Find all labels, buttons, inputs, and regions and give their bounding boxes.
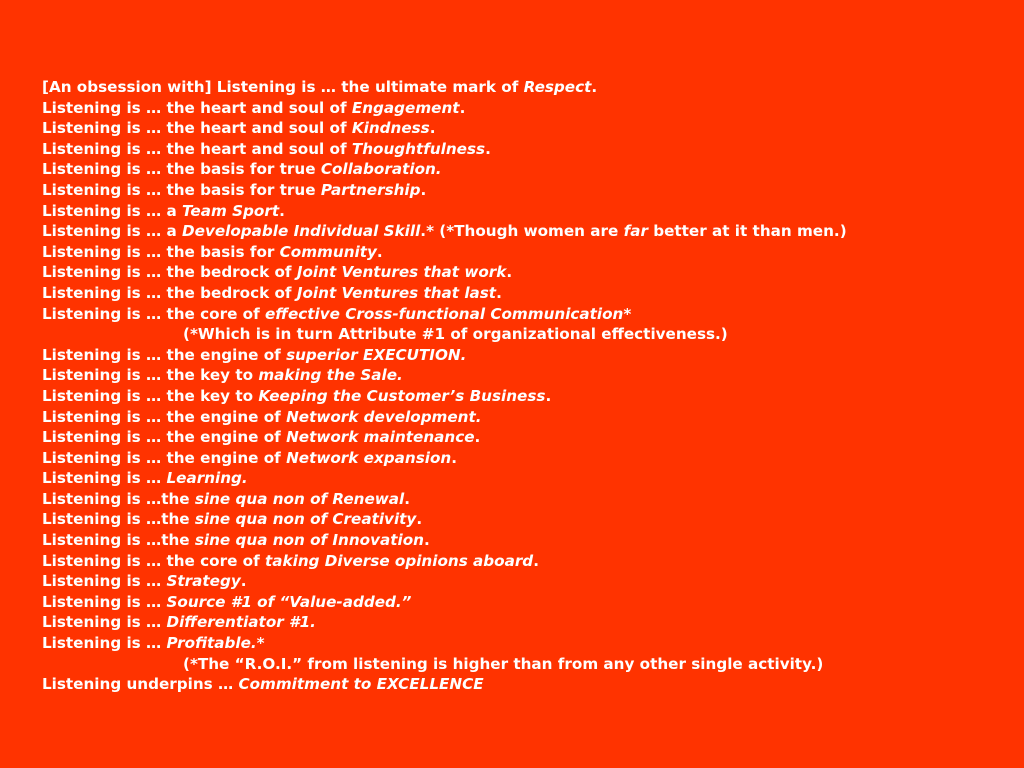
- text-line: [42, 448, 1002, 469]
- line-emphasis: Learning.: [166, 469, 248, 488]
- line-emphasis: Commitment to EXCELLENCE: [238, 675, 484, 694]
- line-suffix: .: [545, 386, 552, 405]
- line-emphasis: Network expansion: [286, 448, 452, 467]
- line-plain: Listening is …the: [42, 489, 195, 508]
- text-line: [42, 633, 1002, 654]
- line-emphasis: Profitable.*: [166, 634, 265, 653]
- line-plain: Listening is … the core of: [42, 304, 265, 323]
- text-line: [42, 571, 1002, 592]
- line-emphasis: Keeping the Customer’s Business: [258, 386, 546, 405]
- line-plain: Listening is … the core of: [42, 551, 265, 570]
- line-plain: (*The “R.O.I.” from listening is higher than from any other single activity.): [183, 654, 824, 673]
- line-suffix: .: [474, 428, 481, 447]
- text-line: [42, 612, 1002, 633]
- line-plain: Listening is … the bedrock of: [42, 263, 297, 282]
- line-suffix: .: [404, 489, 411, 508]
- text-line: [42, 365, 1002, 386]
- line-emphasis-2: far: [623, 222, 648, 241]
- line-plain: Listening is …: [42, 469, 167, 488]
- line-emphasis: Engagement: [351, 98, 460, 117]
- line-emphasis: Joint Ventures that work: [296, 263, 507, 282]
- line-suffix: .: [459, 98, 466, 117]
- line-emphasis: sine qua non of Renewal: [194, 489, 405, 508]
- line-plain: Listening is … the bedrock of: [42, 283, 297, 302]
- text-line: [42, 201, 1002, 222]
- text-line: [42, 592, 1002, 613]
- line-plain: Listening is … the engine of: [42, 448, 287, 467]
- line-plain: Listening is … the engine of: [42, 428, 287, 447]
- line-emphasis: Differentiator #1.: [166, 613, 316, 632]
- line-suffix: .* (*Though women are: [420, 222, 624, 241]
- line-emphasis: Developable Individual Skill: [182, 222, 421, 241]
- line-plain: Listening is … the engine of: [42, 345, 287, 364]
- line-emphasis: Respect: [523, 78, 592, 96]
- line-plain: Listening underpins …: [42, 675, 239, 694]
- line-emphasis: Partnership: [320, 180, 421, 199]
- text-line: [42, 139, 1002, 160]
- line-suffix: .: [533, 551, 539, 570]
- line-emphasis: taking Diverse opinions aboard: [265, 551, 534, 570]
- line-plain: Listening is …the: [42, 531, 195, 550]
- text-line: [42, 304, 1002, 325]
- line-plain: Listening is …: [42, 572, 167, 591]
- line-emphasis: Community: [279, 242, 377, 261]
- text-line: [42, 159, 1002, 180]
- footnote-line: [42, 654, 1002, 675]
- line-emphasis: Thoughtfulness: [351, 139, 486, 158]
- text-line: [42, 551, 1002, 572]
- line-plain: Listening is … a: [42, 222, 183, 241]
- line-emphasis: making the Sale.: [258, 366, 403, 385]
- line-plain: Listening is …the: [42, 510, 195, 529]
- text-line: [42, 283, 1002, 304]
- line-plain: Listening is … the engine of: [42, 407, 287, 426]
- line-emphasis: Strategy: [166, 572, 241, 591]
- line-suffix: .: [240, 572, 247, 591]
- line-emphasis: Team Sport: [182, 201, 280, 220]
- line-suffix: .: [496, 283, 502, 302]
- text-line: [42, 221, 1002, 242]
- text-line: [42, 180, 1002, 201]
- line-emphasis: effective Cross-functional Communication*: [265, 304, 632, 323]
- text-line: [42, 242, 1002, 263]
- line-plain: Listening is … the basis for true: [42, 160, 321, 179]
- line-plain: Listening is … the key to: [42, 366, 259, 385]
- line-emphasis: sine qua non of Creativity: [194, 510, 417, 529]
- line-suffix: .: [506, 263, 513, 282]
- text-line: [42, 674, 1002, 695]
- line-plain: Listening is … a: [42, 201, 183, 220]
- line-emphasis: Joint Ventures that last: [296, 283, 497, 302]
- text-line: [42, 262, 1002, 283]
- line-plain: Listening is …: [42, 634, 167, 653]
- text-line: [42, 468, 1002, 489]
- line-plain: [An obsession with] Listening is … the ultimate mark of: [42, 78, 524, 96]
- line-suffix: .: [423, 531, 430, 550]
- line-plain: Listening is …: [42, 613, 167, 632]
- line-suffix: .: [591, 78, 598, 96]
- text-line: [42, 98, 1002, 119]
- line-emphasis: Kindness: [351, 119, 430, 138]
- line-plain: Listening is … the heart and soul of: [42, 119, 352, 138]
- line-suffix: .: [416, 510, 423, 529]
- line-emphasis: sine qua non of Innovation: [194, 531, 424, 550]
- line-suffix: .: [485, 139, 491, 158]
- line-plain: Listening is … the heart and soul of: [42, 139, 352, 158]
- slide-body: [42, 77, 1002, 695]
- line-suffix: .: [376, 242, 383, 261]
- text-line: [42, 77, 1002, 98]
- line-emphasis: superior EXECUTION.: [286, 345, 467, 364]
- text-line: [42, 530, 1002, 551]
- line-plain: Listening is … the basis for: [42, 242, 280, 261]
- text-line: [42, 427, 1002, 448]
- line-plain: Listening is …: [42, 592, 167, 611]
- text-line: [42, 489, 1002, 510]
- line-plain: Listening is … the key to: [42, 386, 259, 405]
- line-suffix-2: better at it than men.): [647, 222, 847, 241]
- text-line: [42, 386, 1002, 407]
- line-plain: Listening is … the basis for true: [42, 180, 321, 199]
- line-emphasis: Network development.: [286, 407, 482, 426]
- footnote-line: [42, 324, 1002, 345]
- text-line: [42, 345, 1002, 366]
- text-line: [42, 407, 1002, 428]
- line-emphasis: Source #1 of “Value-added.”: [166, 592, 412, 611]
- line-suffix: .: [451, 448, 457, 467]
- line-emphasis: Collaboration.: [320, 160, 442, 179]
- line-suffix: .: [420, 180, 427, 199]
- line-plain: (*Which is in turn Attribute #1 of organizational effectiveness.): [183, 325, 728, 344]
- line-emphasis: Network maintenance: [286, 428, 475, 447]
- line-suffix: .: [429, 119, 436, 138]
- line-plain: Listening is … the heart and soul of: [42, 98, 352, 117]
- line-suffix: .: [279, 201, 285, 220]
- text-line: [42, 509, 1002, 530]
- text-line: [42, 118, 1002, 139]
